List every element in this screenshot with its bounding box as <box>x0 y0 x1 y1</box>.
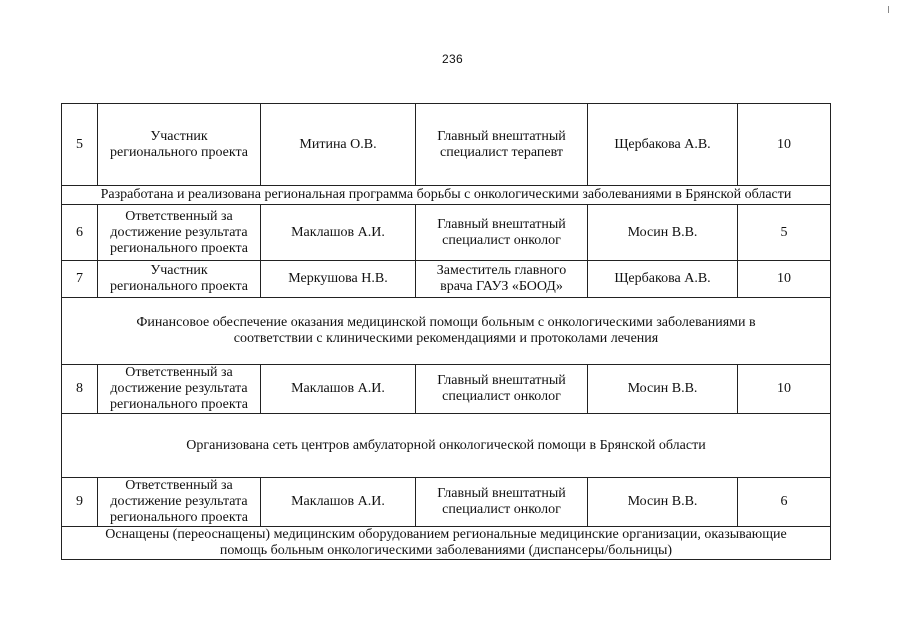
person-position-cell-line: специалист онколог <box>442 389 561 404</box>
role-cell <box>98 365 261 414</box>
person-position-cell <box>416 104 588 186</box>
participants-table <box>61 103 831 560</box>
section-row <box>62 414 831 478</box>
role-cell-line: достижение результата <box>110 224 248 240</box>
row-number-cell: 9 <box>62 478 98 527</box>
person-position-cell-line: Главный внештатный <box>437 216 566 232</box>
role-cell-line: Участник <box>150 128 208 144</box>
role-cell <box>98 261 261 298</box>
person-position-cell-line: специалист терапевт <box>440 144 563 160</box>
role-cell-line: регионального проекта <box>109 240 249 256</box>
role-cell-line: достижение результата <box>110 381 248 396</box>
section-title-line: Финансовое обеспечение оказания медицинской помощи больным с онкологическими заболеваниями в <box>136 315 756 330</box>
manager-cell: Мосин В.В. <box>588 205 738 261</box>
section-row <box>62 186 831 205</box>
section-title <box>62 186 831 205</box>
manager-cell: Мосин В.В. <box>588 365 738 414</box>
page-number: 236 <box>442 52 463 66</box>
person-name-cell: Митина О.В. <box>261 104 416 186</box>
person-position-cell-line: специалист онколог <box>442 232 561 248</box>
manager-cell: Мосин В.В. <box>588 478 738 527</box>
row-number-cell: 7 <box>62 261 98 298</box>
person-position-cell-line: Главный внештатный <box>437 486 566 501</box>
role-cell-line: Ответственный за <box>125 478 233 493</box>
section-title-line: Оснащены (переоснащены) медицинским оборудованием региональные медицинские организации, оказывающие <box>105 527 787 542</box>
person-name-cell: Маклашов А.И. <box>261 365 416 414</box>
role-cell-line: регионального проекта <box>109 397 249 412</box>
role-cell <box>98 478 261 527</box>
person-position-cell-line: специалист онколог <box>442 502 561 517</box>
share-cell: 10 <box>738 365 831 414</box>
section-title-line: Организована сеть центров амбулаторной онкологической помощи в Брянской области <box>186 437 706 453</box>
table-row <box>62 205 831 261</box>
person-position-cell <box>416 205 588 261</box>
role-cell-line: Ответственный за <box>125 365 233 380</box>
table-row <box>62 478 831 527</box>
section-row <box>62 298 831 365</box>
person-position-cell-line: врача ГАУЗ «БООД» <box>440 279 563 294</box>
role-cell-line: Участник <box>150 263 208 278</box>
section-row <box>62 527 831 560</box>
person-position-cell <box>416 261 588 298</box>
role-cell-line: регионального проекта <box>109 510 249 525</box>
manager-cell: Щербакова А.В. <box>588 261 738 298</box>
person-position-cell-line: Главный внештатный <box>437 128 566 144</box>
role-cell-line: регионального проекта <box>109 144 249 160</box>
row-number-cell: 6 <box>62 205 98 261</box>
person-position-cell <box>416 478 588 527</box>
section-title <box>62 414 831 478</box>
person-position-cell-line: Заместитель главного <box>436 263 567 278</box>
person-name-cell: Маклашов А.И. <box>261 205 416 261</box>
role-cell-line: достижение результата <box>110 494 248 509</box>
person-position-cell <box>416 365 588 414</box>
section-title <box>62 527 831 560</box>
manager-cell: Щербакова А.В. <box>588 104 738 186</box>
person-name-cell: Меркушова Н.В. <box>261 261 416 298</box>
scan-mark <box>888 6 889 13</box>
table-row <box>62 365 831 414</box>
share-cell: 6 <box>738 478 831 527</box>
row-number-cell: 5 <box>62 104 98 186</box>
section-title <box>62 298 831 365</box>
table-body <box>62 104 831 560</box>
section-title-line: Разработана и реализована региональная программа борьбы с онкологическими заболеваниями в Брянской области <box>100 187 792 202</box>
table-row <box>62 104 831 186</box>
share-cell: 10 <box>738 261 831 298</box>
table-row <box>62 261 831 298</box>
share-cell: 5 <box>738 205 831 261</box>
role-cell <box>98 104 261 186</box>
role-cell-line: регионального проекта <box>109 279 249 294</box>
section-title-line: помощь больным онкологическими заболеваниями (диспансеры/больницы) <box>219 543 673 558</box>
section-title-line: соответствии с клиническими рекомендациями и протоколами лечения <box>233 331 659 346</box>
role-cell <box>98 205 261 261</box>
role-cell-line: Ответственный за <box>125 208 233 224</box>
share-cell: 10 <box>738 104 831 186</box>
person-name-cell: Маклашов А.И. <box>261 478 416 527</box>
person-position-cell-line: Главный внештатный <box>437 373 566 388</box>
row-number-cell: 8 <box>62 365 98 414</box>
